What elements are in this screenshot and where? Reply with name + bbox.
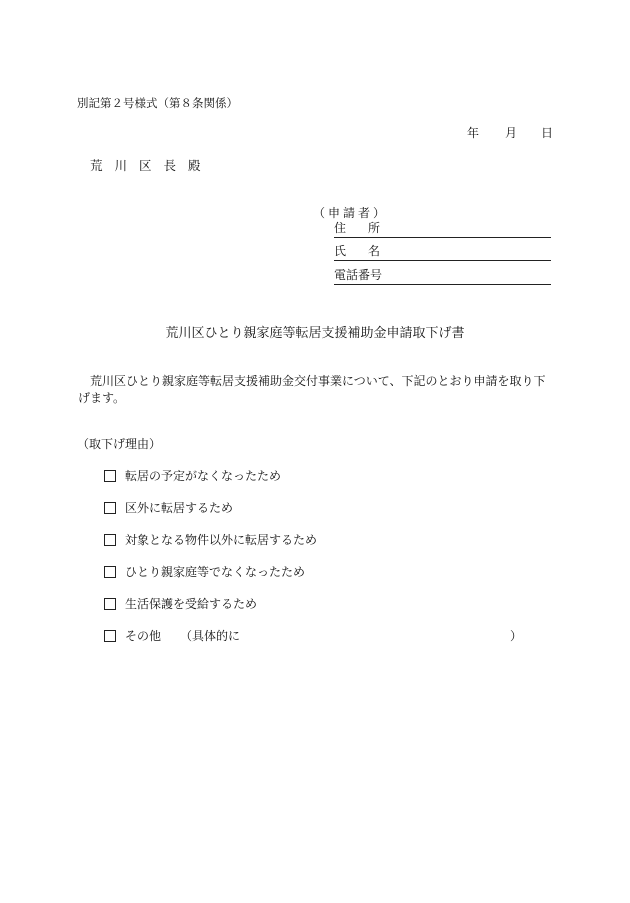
phone-field[interactable] <box>334 266 551 285</box>
document-title: 荒川区ひとり親家庭等転居支援補助金申請取下げ書 <box>165 326 465 341</box>
body-text: 荒川区ひとり親家庭等転居支援補助金交付事業について、下記のとおり申請を取り下げます。 <box>78 374 546 405</box>
checkbox-icon[interactable] <box>104 598 116 610</box>
reason-item[interactable] <box>104 500 233 516</box>
name-field[interactable] <box>334 242 551 261</box>
address-field[interactable] <box>334 219 551 238</box>
reason-label: その他 <box>125 629 162 643</box>
checkbox-icon[interactable] <box>104 566 116 578</box>
date-year-label: 年 <box>467 126 480 140</box>
name-label: 氏名 <box>334 244 403 258</box>
other-specific-close: ） <box>510 629 523 643</box>
date-month-label: 月 <box>505 126 518 140</box>
reasons-heading: （取下げ理由） <box>77 437 162 451</box>
reason-item[interactable] <box>104 564 305 580</box>
reason-item-other[interactable] <box>104 628 522 644</box>
other-specific-open: （具体的に <box>180 629 241 643</box>
date-day-label: 日 <box>541 126 554 140</box>
reason-item[interactable] <box>104 596 257 612</box>
checkbox-icon[interactable] <box>104 502 116 514</box>
checkbox-icon[interactable] <box>104 534 116 546</box>
reason-label: 生活保護を受給するため <box>125 597 258 611</box>
address-label: 住所 <box>334 221 403 235</box>
reason-item[interactable] <box>104 532 317 548</box>
checkbox-icon[interactable] <box>104 470 116 482</box>
reason-label: 転居の予定がなくなったため <box>125 469 282 483</box>
checkbox-icon[interactable] <box>104 630 116 642</box>
phone-label: 電話番号 <box>334 268 383 282</box>
applicant-heading: （申請者） <box>313 206 389 220</box>
reason-label: 区外に転居するため <box>125 501 234 515</box>
form-number: 別記第２号様式（第８条関係） <box>77 96 238 110</box>
addressee: 荒川区長殿 <box>90 158 213 173</box>
reason-label: 対象となる物件以外に転居するため <box>125 533 318 547</box>
reason-item[interactable] <box>104 468 281 484</box>
reason-label: ひとり親家庭等でなくなったため <box>125 565 306 579</box>
